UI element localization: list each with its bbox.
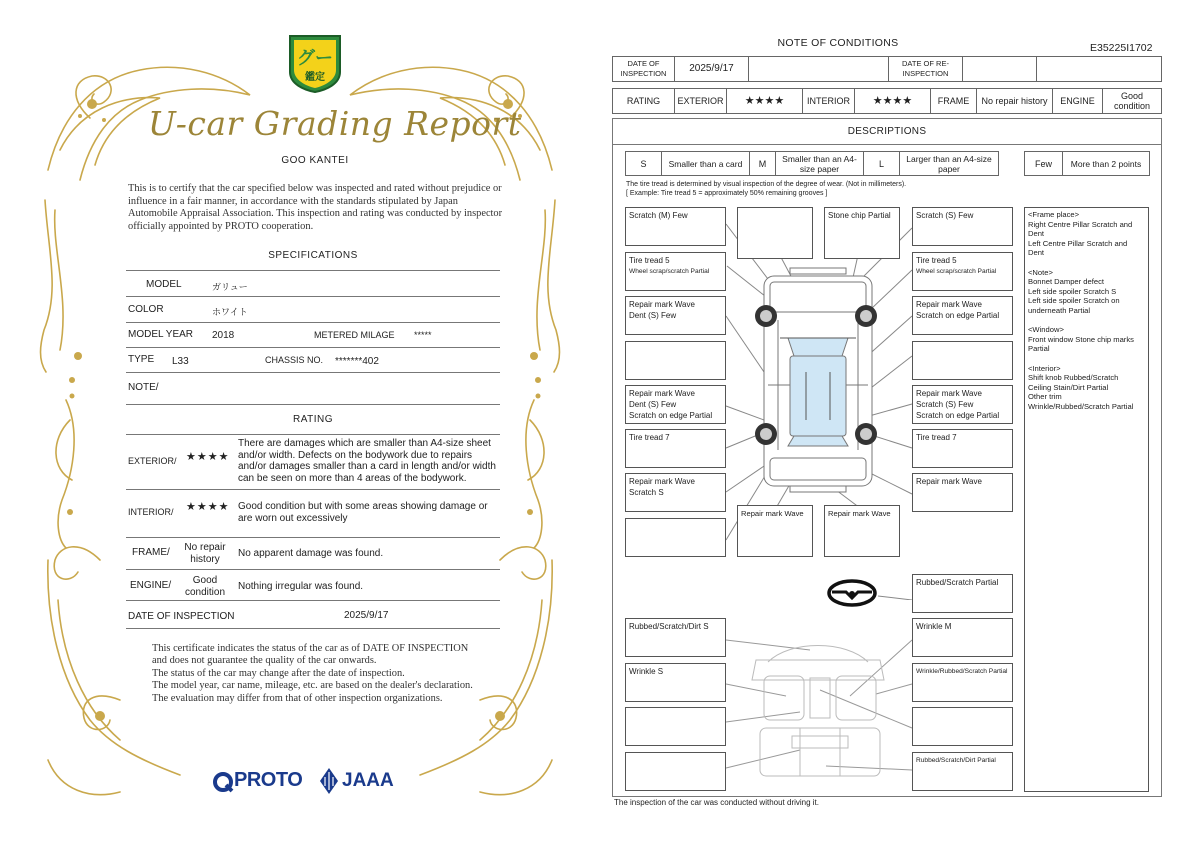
condition-box-interior-right-4 [912, 752, 1013, 791]
document-number: E35225I1702 [1090, 42, 1153, 54]
tire-tread-note: The tire tread is determined by visual inspection of the degree of wear. (Not in millimeters). [626, 181, 907, 188]
tire-tread-example: [ Example: Tire tread 5 = approximately 50% remaining grooves ] [626, 190, 828, 197]
condition-text: Tire tread 7 [629, 433, 670, 442]
color-label: COLOR [128, 304, 164, 315]
condition-box-interior-left-1 [625, 618, 726, 657]
legend-m-key: M [750, 152, 776, 176]
condition-text: Scratch (M) Few [629, 211, 688, 220]
engine-value: Good condition [1103, 89, 1162, 114]
note-label: NOTE/ [128, 382, 159, 393]
goo-kantei-badge-icon [286, 32, 344, 94]
condition-text: Wrinkle/Rubbed/Scratch Partial [916, 668, 1008, 675]
exterior-stars: ★★★★ [727, 89, 803, 114]
condition-box-rear-bumper-left [737, 505, 813, 557]
chassis-label: CHASSIS NO. [265, 355, 324, 365]
window-notes: <Window> Front window Stone chip marks Partial [1028, 325, 1134, 354]
legend-s-desc: Smaller than a card [662, 152, 750, 176]
few-legend-table [1024, 151, 1150, 176]
divider [126, 296, 500, 297]
interior-label: INTERIOR [803, 89, 855, 114]
condition-box-interior-right-2 [912, 663, 1013, 702]
condition-box-front-right [912, 207, 1013, 246]
proto-logo-icon [212, 771, 234, 793]
disclaimer [152, 643, 482, 705]
condition-box-left-front-tire [625, 252, 726, 291]
divider [126, 347, 500, 348]
engine-value: Good condition [184, 575, 226, 598]
color-value: ホワイト [212, 307, 248, 317]
engine-description: Nothing irregular was found. [238, 581, 364, 592]
interior-description: Good condition but with some areas showing damage or are worn out excessively [238, 501, 488, 524]
type-label: TYPE [128, 354, 155, 365]
condition-text: Wheel scrap/scratch Partial [629, 268, 710, 275]
condition-text: Repair mark Wave [629, 477, 695, 486]
frame-label: FRAME [931, 89, 977, 114]
mileage-value: ***** [414, 330, 432, 340]
report-title: U-car Grading Report [148, 104, 522, 143]
condition-box-interior-left-4 [625, 752, 726, 791]
date-of-inspection-label: DATE OF INSPECTION [128, 611, 235, 622]
interior-stars: ★★★★ [186, 501, 230, 513]
divider [126, 537, 500, 538]
condition-text: Scratch on edge Partial [629, 411, 713, 420]
descriptions-label: DESCRIPTIONS [847, 126, 927, 137]
svg-text:鑑定: 鑑定 [305, 72, 325, 83]
date-of-reinspection-label: DATE OF RE-INSPECTION [889, 57, 963, 82]
date-of-inspection-value: 2025/9/17 [344, 610, 389, 621]
condition-box-windshield [824, 207, 900, 259]
engine-label: ENGINE [1053, 89, 1103, 114]
condition-text: Repair mark Wave [629, 389, 695, 398]
frame-description: No apparent damage was found. [238, 548, 384, 559]
exterior-label: EXTERIOR [675, 89, 727, 114]
condition-box-left-rear-tire [625, 429, 726, 468]
divider [126, 628, 500, 629]
condition-box-right-quarter [912, 473, 1013, 512]
mileage-label: METERED MILAGE [314, 330, 395, 340]
condition-text: Tire tread 5 [916, 256, 957, 265]
condition-text: Wheel scrap/scratch Partial [916, 268, 997, 275]
divider [126, 489, 500, 490]
interior-label: INTERIOR/ [128, 507, 174, 517]
condition-text: Tire tread 7 [916, 433, 957, 442]
jaaa-logo: JAAA [342, 770, 394, 791]
model-year-label: MODEL YEAR [128, 329, 194, 340]
condition-text: Scratch on edge Partial [916, 411, 1000, 420]
condition-box-interior-left-2 [625, 663, 726, 702]
steering-wheel-icon [826, 578, 878, 608]
condition-text: Repair mark Wave [916, 389, 982, 398]
disclaimer-line: This certificate indicates the status of the car as of DATE OF INSPECTION and does not guarantee the quality of the car onwards. [152, 643, 469, 667]
legend-few-key: Few [1025, 152, 1063, 176]
condition-box-interior-right-3 [912, 707, 1013, 746]
condition-box-left-fender [625, 296, 726, 335]
legend-few-desc: More than 2 points [1063, 152, 1150, 176]
empty-cell [749, 57, 889, 82]
divider [126, 372, 500, 373]
condition-box-right-front-door [912, 341, 1013, 380]
rating-table [612, 88, 1162, 114]
condition-text: Scratch on edge Partial [916, 311, 1000, 320]
date-of-inspection-label: DATE OF INSPECTION [613, 57, 675, 82]
legend-s-key: S [626, 152, 662, 176]
interior-notes: <Interior> Shift knob Rubbed/Scratch Ceiling Stain/Dirt Partial Other trim Wrinkle/Rubbed/Scratch Partial [1028, 363, 1134, 411]
inspection-footer-note: The inspection of the car was conducted without driving it. [614, 798, 819, 807]
rating-heading: RATING [292, 414, 334, 425]
condition-text: Wrinkle M [916, 622, 952, 631]
condition-box-right-fender [912, 296, 1013, 335]
exterior-description: There are damages which are smaller than A4-size sheet and/or width. Defects on the bodywork due to repairs and/or damages smaller than a card in length and/or width can be seen on more than 4 areas of the bodywork. [238, 438, 496, 484]
model-label: MODEL [146, 279, 182, 290]
condition-text: Rubbed/Scratch Partial [916, 578, 999, 587]
model-value: ガリュー [212, 282, 248, 292]
condition-box-left-front-door [625, 341, 726, 380]
condition-box-right-rear-door [912, 385, 1013, 424]
rating-label: RATING [613, 89, 675, 114]
legend-m-desc: Smaller than an A4-size paper [776, 152, 864, 176]
condition-box-interior-right-1 [912, 618, 1013, 657]
divider [126, 600, 500, 601]
condition-text: Dent (S) Few [629, 400, 677, 409]
interior-stars: ★★★★ [855, 89, 931, 114]
condition-text: Wrinkle S [629, 667, 664, 676]
model-year-value: 2018 [212, 330, 235, 341]
condition-text: Dent (S) Few [629, 311, 677, 320]
disclaimer-line: The evaluation may differ from that of other inspection organizations. [152, 692, 443, 704]
condition-notes [1024, 207, 1149, 792]
exterior-label: EXTERIOR/ [128, 456, 177, 466]
condition-text: Scratch S [629, 488, 664, 497]
condition-box-interior-left-3 [625, 707, 726, 746]
condition-box-rear-bumper-right [824, 505, 900, 557]
size-legend-table [625, 151, 999, 176]
specifications-heading: SPECIFICATIONS [268, 250, 358, 261]
condition-box-left-quarter [625, 473, 726, 512]
disclaimer-line: The model year, car name, mileage, etc. are based on the dealer's declaration. [152, 680, 473, 692]
frame-place-notes: <Frame place> Right Centre Pillar Scratch and Dent Left Centre Pillar Scratch and Dent [1028, 210, 1133, 258]
condition-text: Rubbed/Scratch/Dirt S [629, 622, 709, 631]
empty-cell [1037, 57, 1162, 82]
condition-text: Repair mark Wave [741, 509, 804, 518]
condition-box-rear-left [625, 518, 726, 557]
frame-value: No repair history [977, 89, 1053, 114]
condition-text: Repair mark Wave [629, 300, 695, 309]
inspection-dates-table [612, 56, 1162, 82]
legend-l-key: L [864, 152, 900, 176]
frame-label: FRAME/ [132, 547, 170, 558]
exterior-stars: ★★★★ [186, 451, 230, 463]
condition-text: Repair mark Wave [828, 509, 891, 518]
general-notes: <Note> Bonnet Damper defect Left side spoiler Scratch S Left side spoiler Scratch on underneath Partial [1028, 267, 1120, 315]
condition-text: Rubbed/Scratch/Dirt Partial [916, 757, 996, 764]
divider [126, 434, 500, 435]
type-value: L33 [172, 356, 189, 367]
conditions-title: NOTE OF CONDITIONS [777, 37, 899, 49]
issuer-name: GOO KANTEI [281, 155, 349, 166]
legend-l-desc: Larger than an A4-size paper [900, 152, 999, 176]
condition-box-front-bumper [737, 207, 813, 259]
divider [126, 322, 500, 323]
condition-text: Stone chip Partial [828, 211, 891, 220]
svg-text:グー: グー [297, 48, 333, 69]
divider [126, 270, 500, 271]
condition-text: Tire tread 5 [629, 256, 670, 265]
date-of-inspection-value: 2025/9/17 [675, 57, 749, 82]
condition-box-left-rear-door [625, 385, 726, 424]
chassis-value: *******402 [335, 356, 379, 367]
condition-box-right-rear-tire [912, 429, 1013, 468]
certification-statement: This is to certify that the car specified below was inspected and rated without prejudice or influence in a fair manner, in accordance with the standards stipulated by Japan Automobile Appraisal Association. This inspection and rating was conducted by inspector officially appointed by PROTO cooperation. [128, 183, 503, 232]
condition-text: Scratch (S) Few [916, 211, 974, 220]
disclaimer-line: The status of the car may change after the date of inspection. [152, 667, 405, 679]
divider [612, 144, 1162, 145]
engine-label: ENGINE/ [130, 580, 172, 591]
divider [126, 569, 500, 570]
frame-value: No repair history [184, 542, 226, 565]
condition-box-steering [912, 574, 1013, 613]
condition-box-right-front-tire [912, 252, 1013, 291]
condition-text: Repair mark Wave [916, 477, 982, 486]
condition-text: Repair mark Wave [916, 300, 982, 309]
condition-box-front-left [625, 207, 726, 246]
condition-text: Scratch (S) Few [916, 400, 974, 409]
divider [126, 404, 500, 405]
date-of-reinspection-value [963, 57, 1037, 82]
proto-logo: PROTO [234, 769, 303, 791]
jaaa-logo-icon [320, 768, 338, 794]
